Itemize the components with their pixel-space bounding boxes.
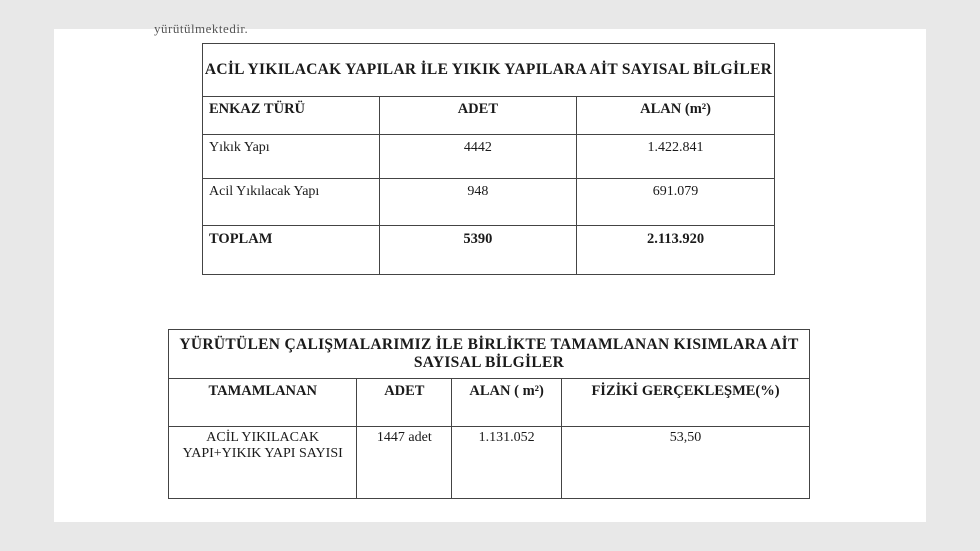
table-title: ACİL YIKILACAK YAPILAR İLE YIKIK YAPILARA AİT SAYISAL BİLGİLER bbox=[203, 44, 775, 97]
cell-area: 1.131.052 bbox=[452, 427, 562, 499]
table-row bbox=[169, 427, 810, 499]
demolition-stats-table bbox=[202, 43, 775, 275]
column-header-area: ALAN (m²) bbox=[577, 97, 775, 135]
cell-total-count: 5390 bbox=[379, 226, 577, 275]
column-header-count: ADET bbox=[379, 97, 577, 135]
cell-count: 1447 adet bbox=[357, 427, 452, 499]
table-row bbox=[203, 179, 775, 226]
cropped-text-line: yürütülmektedir. bbox=[154, 21, 249, 36]
cell-total-label: TOPLAM bbox=[203, 226, 380, 275]
column-header-count: ADET bbox=[357, 379, 452, 427]
completed-work-table bbox=[168, 329, 810, 499]
cell-physical-progress: 53,50 bbox=[562, 427, 810, 499]
cell-count: 4442 bbox=[379, 135, 577, 179]
document-page bbox=[54, 21, 926, 522]
column-header-debris-type: ENKAZ TÜRÜ bbox=[203, 97, 380, 135]
cell-debris-type: Yıkık Yapı bbox=[203, 135, 380, 179]
cell-area: 691.079 bbox=[577, 179, 775, 226]
column-header-physical-progress: FİZİKİ GERÇEKLEŞME(%) bbox=[562, 379, 810, 427]
table-total-row bbox=[203, 226, 775, 275]
column-header-area: ALAN ( m²) bbox=[452, 379, 562, 427]
cell-debris-type: Acil Yıkılacak Yapı bbox=[203, 179, 380, 226]
cell-area: 1.422.841 bbox=[577, 135, 775, 179]
cell-completed-item: ACİL YIKILACAK YAPI+YIKIK YAPI SAYISI bbox=[169, 427, 357, 499]
table-row bbox=[203, 135, 775, 179]
cell-total-area: 2.113.920 bbox=[577, 226, 775, 275]
table-title: YÜRÜTÜLEN ÇALIŞMALARIMIZ İLE BİRLİKTE TAMAMLANAN KISIMLARA AİT SAYISAL BİLGİLER bbox=[169, 330, 810, 379]
column-header-completed: TAMAMLANAN bbox=[169, 379, 357, 427]
cell-count: 948 bbox=[379, 179, 577, 226]
